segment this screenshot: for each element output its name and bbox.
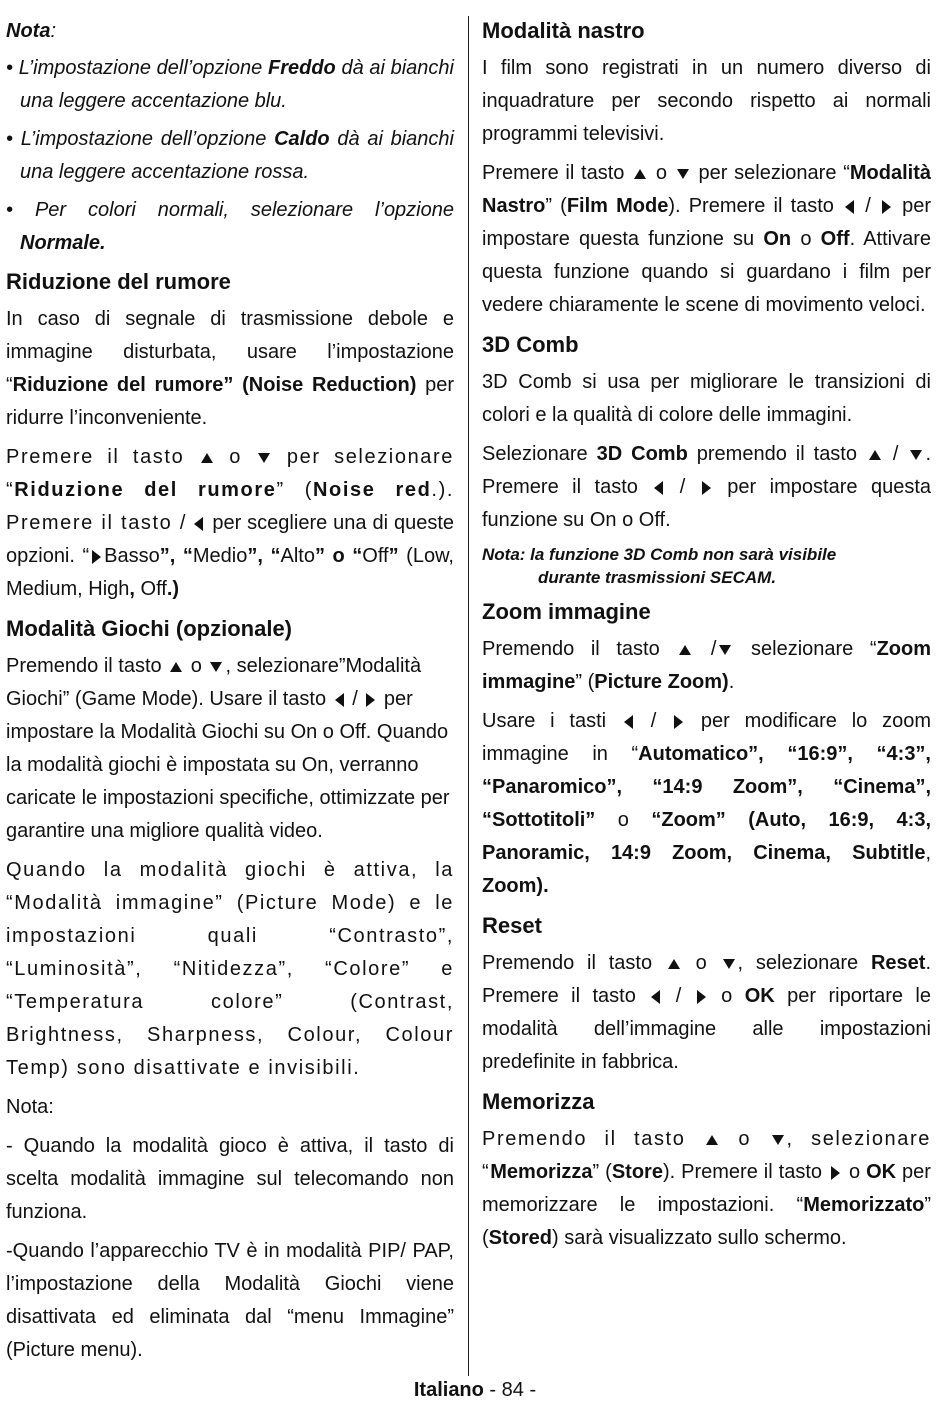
reset-heading: Reset — [482, 913, 542, 938]
3d-comb-intro: 3D Comb si usa per migliorare le transizioni di colori e la qualità di colore delle immagini. — [482, 371, 931, 426]
arrow-up-icon — [170, 662, 182, 672]
film-mode-intro: I film sono registrati in un numero diverso di inquadrature per secondo rispetto ai normali programmi televisivi. — [482, 57, 931, 145]
3d-comb-instructions: Selezionare 3D Comb premendo il tasto / . Premere il tasto / per impostare questa funzione su On o Off. — [482, 443, 932, 531]
arrow-up-icon — [201, 453, 213, 463]
arrow-down-icon — [910, 450, 922, 460]
arrow-down-icon — [772, 1135, 784, 1145]
page-footer — [0, 1376, 950, 1404]
bullet-normale: • Per colori normali, selezionare l’opzione Normale. — [6, 199, 454, 254]
arrow-right-icon — [92, 550, 101, 564]
arrow-left-icon — [624, 715, 633, 729]
arrow-right-icon — [674, 715, 683, 729]
game-mode-intro: Premendo il tasto o , selezionare”Modalità Giochi” (Game Mode). Usare il tasto / per impostare la Modalità Giochi su On o Off. Quando la modalità giochi è impostata su On, verranno caricate le impostazioni specifiche, ottimizzate per garantire una migliore qualità video. — [6, 655, 450, 842]
column-divider — [468, 16, 469, 1376]
arrow-right-icon — [702, 481, 711, 495]
store-instructions: Premendo il tasto o , selezionare “Memorizza” (Store). Premere il tasto o OK per memorizzare le impostazioni. “Memorizzato” (Stored) sarà visualizzato sullo schermo. — [482, 1128, 931, 1249]
arrow-left-icon — [845, 200, 854, 214]
noise-reduction-instructions: Premere il tasto o per selezionare “Riduzione del rumore” (Noise red.). Premere il tasto / per scegliere una di queste opzioni. “ Basso”, “Medio”, “Alto” o “Off” (Low, Medium, High, Off.) — [6, 446, 454, 600]
arrow-left-icon — [194, 517, 203, 531]
film-mode-heading: Modalità nastro — [482, 18, 645, 43]
picture-zoom-options: Usare i tasti / per modificare lo zoom immagine in “Automatico”, “16:9”, “4:3”, “Panaromico”, “14:9 Zoom”, “Cinema”, “Sottotitoli” o “Zoom” (Auto, 16:9, 4:3, Panoramic, 14:9 Zoom, Cinema, Subtitle, Zoom). — [482, 710, 931, 897]
3d-comb-note: Nota: la funzione 3D Comb non sarà visibile durante trasmissioni SECAM. — [482, 545, 837, 587]
3d-comb-heading: 3D Comb — [482, 332, 579, 357]
arrow-up-icon — [679, 645, 691, 655]
game-mode-note-2: -Quando l’apparecchio TV è in modalità PIP/ PAP, l’impostazione della Modalità Giochi viene disattivata ed eliminata dal “menu Immagine” (Picture menu). — [6, 1240, 454, 1361]
reset-instructions: Premendo il tasto o , selezionare Reset. Premere il tasto / o OK per riportare le modalità dell’immagine alle impostazioni predefinite in fabbrica. — [482, 952, 932, 1073]
noise-reduction-intro: In caso di segnale di trasmissione debole e immagine disturbata, usare l’impostazione “Riduzione del rumore” (Noise Reduction) per ridurre l’inconveniente. — [6, 308, 454, 429]
arrow-left-icon — [654, 481, 663, 495]
arrow-down-icon — [723, 959, 735, 969]
arrow-right-icon — [831, 1166, 840, 1180]
store-heading: Memorizza — [482, 1089, 595, 1114]
right-column — [482, 14, 931, 1261]
bullet-freddo: • L’impostazione dell’opzione Freddo dà ai bianchi una leggere accentazione blu. — [6, 57, 454, 112]
arrow-up-icon — [668, 959, 680, 969]
picture-zoom-heading: Zoom immagine — [482, 599, 651, 624]
arrow-left-icon — [335, 693, 344, 707]
film-mode-instructions: Premere il tasto o per selezionare “Modalità Nastro” (Film Mode). Premere il tasto / per impostare questa funzione su On o Off. Attivare questa funzione quando si guardano i film per vedere chiaramente le scene di movimento veloci. — [482, 162, 932, 316]
arrow-up-icon — [869, 450, 881, 460]
game-mode-note-1: - Quando la modalità gioco è attiva, il tasto di scelta modalità immagine sul telecomando non funziona. — [6, 1135, 454, 1223]
noise-reduction-heading: Riduzione del rumore — [6, 269, 231, 294]
arrow-down-icon — [719, 645, 731, 655]
bullet-caldo: • L’impostazione dell’opzione Caldo dà ai bianchi una leggere accentazione rossa. — [6, 128, 454, 183]
arrow-right-icon — [366, 693, 375, 707]
arrow-up-icon — [706, 1135, 718, 1145]
page-number: - 84 - — [483, 1379, 537, 1401]
game-mode-note-label: Nota: — [6, 1096, 54, 1118]
left-column — [6, 14, 454, 1373]
arrow-left-icon — [651, 990, 660, 1004]
arrow-up-icon — [634, 169, 646, 179]
game-mode-heading: Modalità Giochi (opzionale) — [6, 616, 292, 641]
picture-zoom-intro: Premendo il tasto / selezionare “Zoom immagine” (Picture Zoom). — [482, 638, 931, 693]
note-heading: Nota: — [6, 20, 57, 42]
footer-language: Italiano — [413, 1379, 484, 1401]
arrow-right-icon — [697, 990, 706, 1004]
arrow-down-icon — [677, 169, 689, 179]
game-mode-disabled-settings: Quando la modalità giochi è attiva, la “Modalità immagine” (Picture Mode) e le impostazioni quali “Contrasto”, “Luminosità”, “Nitidezza”, “Colore” e “Temperatura colore” (Contrast, Brightness, Sharpness, Colour, Colour Temp) sono disattivate e invisibili. — [6, 859, 454, 1079]
arrow-down-icon — [210, 662, 222, 672]
arrow-down-icon — [258, 453, 270, 463]
arrow-right-icon — [882, 200, 891, 214]
